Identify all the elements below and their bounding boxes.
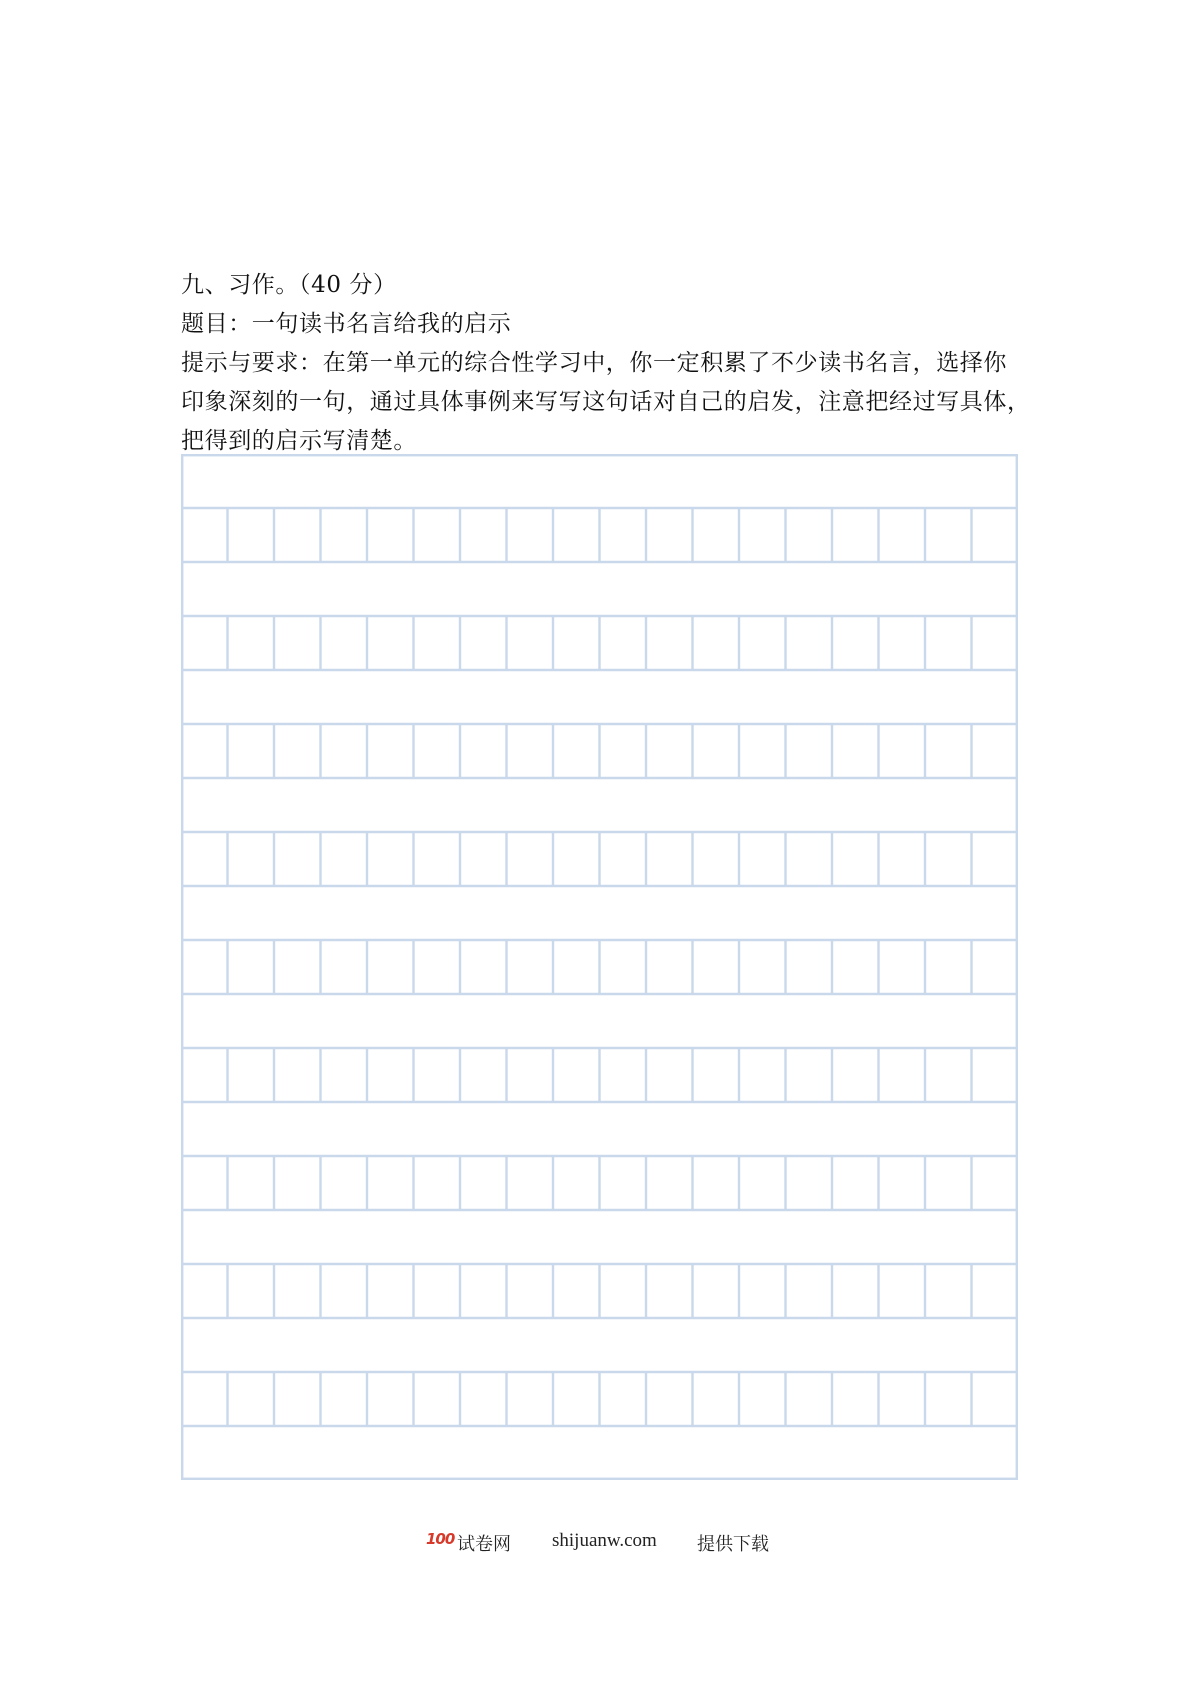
grid-cell-row[interactable] [228,832,972,886]
grid-cell-row[interactable] [228,508,972,562]
grid-cell-row[interactable] [228,1048,972,1102]
question-heading: 九、习作。（40 分） [181,272,397,298]
grid-cell-row[interactable] [228,1372,972,1426]
question-block [181,266,1031,461]
grid-cell-row[interactable] [228,1156,972,1210]
writing-grid[interactable] [181,454,1018,1480]
site-name: 试卷网 [457,1534,511,1555]
site-url[interactable]: shijuanw.com [552,1530,657,1551]
grid-cell-row[interactable] [228,1264,972,1318]
site-logo: 100 [426,1530,455,1548]
prompt-line-1: 提示与要求：在第一单元的综合性学习中，你一定积累了不少读书名言，选择你 [181,350,1007,376]
grid-cell-row[interactable] [228,616,972,670]
page-footer [0,1530,1191,1558]
essay-title: 题目：一句读书名言给我的启示 [181,311,512,337]
prompt-line-2: 印象深刻的一句，通过具体事例来写写这句话对自己的启发，注意把经过写具体， [181,389,1031,415]
grid-cell-row[interactable] [228,724,972,778]
grid-cell-row[interactable] [228,940,972,994]
download-text: 提供下载 [697,1534,769,1555]
prompt-line-3: 把得到的启示写清楚。 [181,428,417,454]
